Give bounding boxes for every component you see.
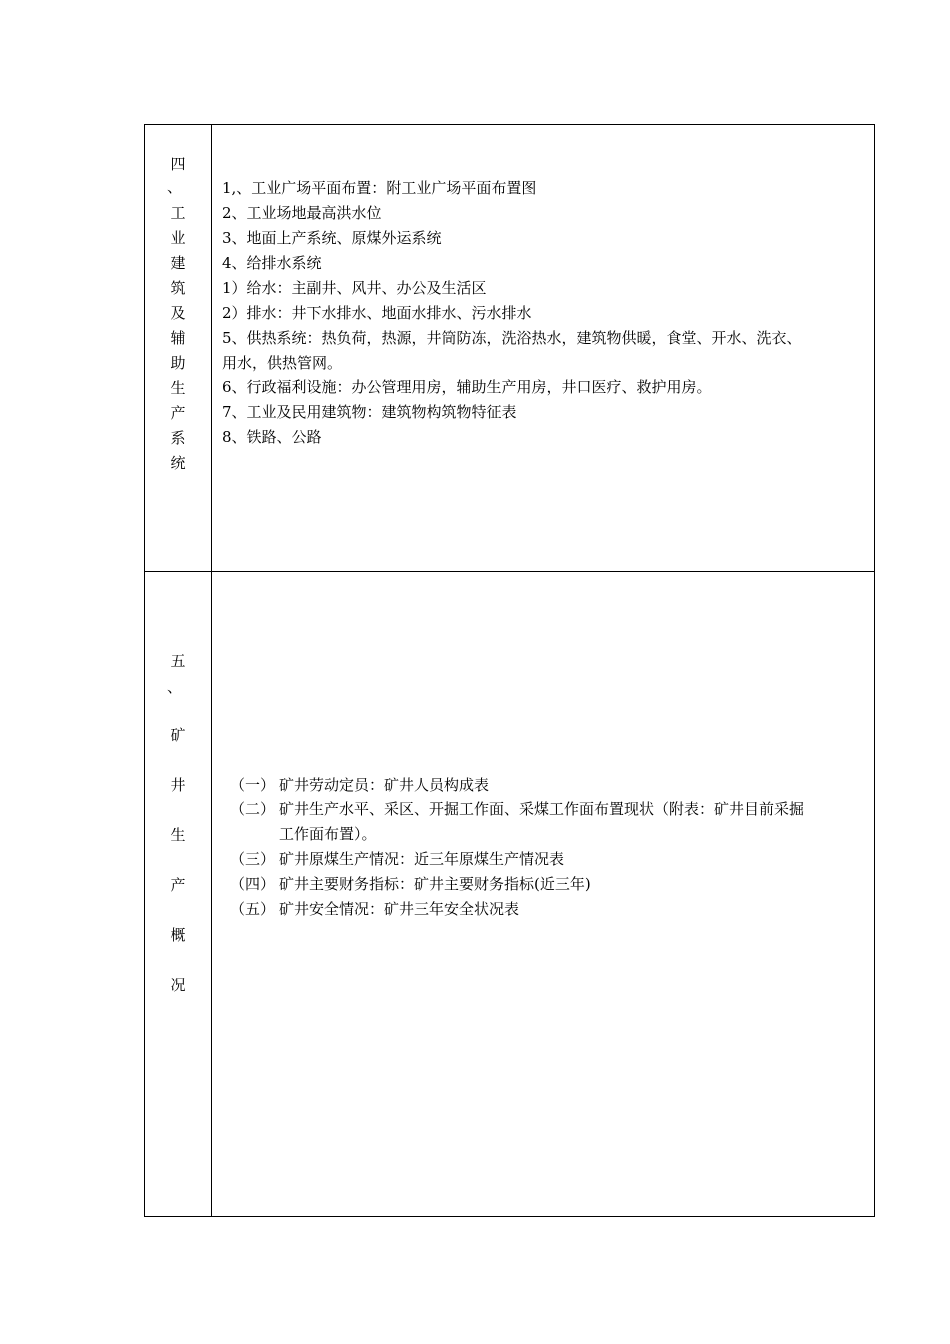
section4-label-char: 产 (170, 404, 186, 422)
section4-item: 7、工业及民用建筑物：建筑物构筑物特征表 (222, 403, 517, 421)
section4-label-char: 建 (170, 254, 186, 272)
section5-label-char: 五 (170, 652, 186, 670)
section4-label-char: 业 (170, 229, 186, 247)
row-divider (145, 571, 874, 572)
section5-label-char: 产 (170, 876, 186, 894)
section5-label-char: 况 (170, 976, 186, 994)
section5-item-text: 工作面布置）。 (279, 825, 377, 843)
section4-label-char: 辅 (170, 329, 186, 347)
document-table (144, 124, 875, 1217)
section5-item-number: （二） (230, 800, 276, 818)
section5-item-text: 矿井原煤生产情况：近三年原煤生产情况表 (279, 850, 565, 868)
section5-item-text: 矿井安全情况：矿井三年安全状况表 (279, 900, 520, 918)
section4-item: 3、地面上产系统、原煤外运系统 (222, 229, 442, 247)
section4-item: 2、工业场地最高洪水位 (222, 204, 382, 222)
section4-item: 用水，供热管网。 (222, 354, 343, 372)
section4-item: 5、供热系统：热负荷，热源，井筒防冻，洗浴热水，建筑物供暖，食堂、开水、洗衣、 (222, 329, 802, 347)
section5-item-text: 矿井主要财务指标：矿井主要财务指标(近三年) (279, 875, 591, 893)
section4-label-char: 统 (170, 454, 186, 472)
section4-label-char: 系 (170, 429, 186, 447)
section4-label-char: 四 (170, 155, 186, 173)
column-divider (211, 125, 212, 1216)
section5-item-text: 矿井生产水平、采区、开掘工作面、采煤工作面布置现状（附表：矿井目前采掘 (279, 800, 805, 818)
section4-item: 1,、工业广场平面布置：附工业广场平面布置图 (222, 179, 537, 197)
section4-item: 4、给排水系统 (222, 254, 322, 272)
section5-label-char: 概 (170, 926, 186, 944)
section5-label-char: 生 (170, 826, 186, 844)
section5-item-number: （三） (230, 850, 276, 868)
section4-item: 8、铁路、公路 (222, 428, 322, 446)
section5-label-char: 井 (170, 776, 186, 794)
section5-label-char: 、 (167, 678, 183, 696)
section4-item: 6、行政福利设施：办公管理用房，辅助生产用房，井口医疗、救护用房。 (222, 378, 712, 396)
section4-label-char: 、 (167, 178, 183, 196)
section5-item-number: （四） (230, 875, 276, 893)
section5-item-number: （五） (230, 900, 276, 918)
section4-label-char: 生 (170, 379, 186, 397)
section5-item-text: 矿井劳动定员：矿井人员构成表 (279, 776, 490, 794)
section4-label-char: 助 (170, 354, 186, 372)
section4-item: 1）给水：主副井、风井、办公及生活区 (222, 279, 487, 297)
section4-item: 2）排水：井下水排水、地面水排水、污水排水 (222, 304, 532, 322)
section5-label-char: 矿 (170, 726, 186, 744)
section5-item-number: （一） (230, 776, 276, 794)
section4-label-char: 及 (170, 304, 186, 322)
section4-label-char: 工 (170, 204, 186, 222)
section4-label-char: 筑 (170, 279, 186, 297)
